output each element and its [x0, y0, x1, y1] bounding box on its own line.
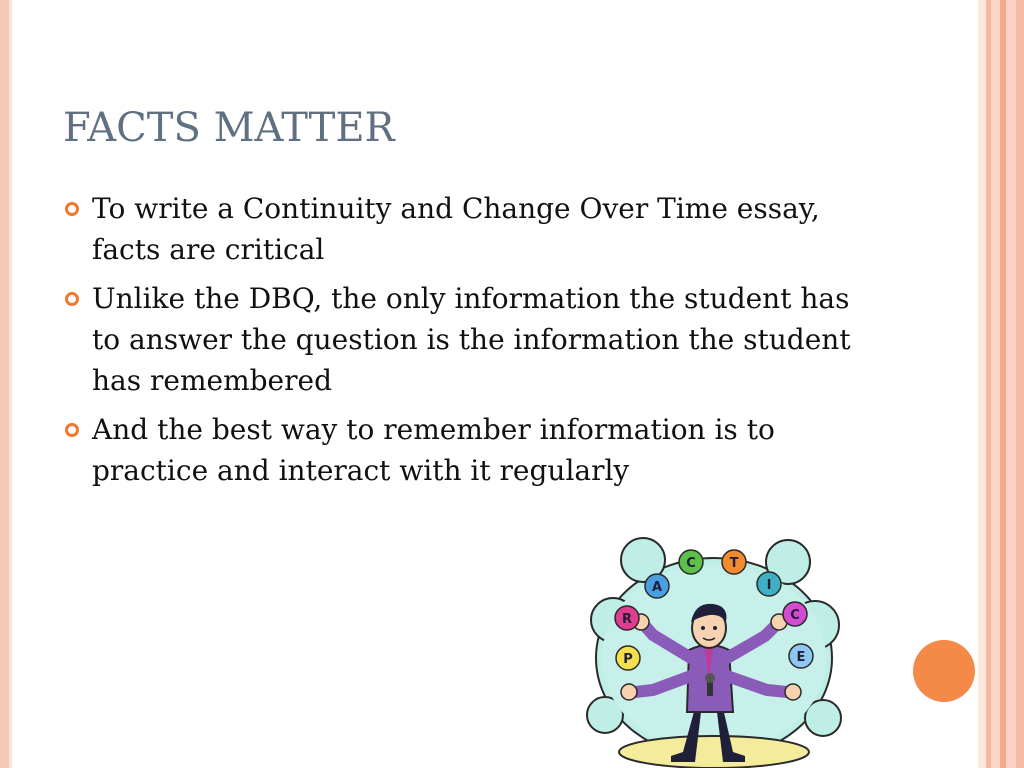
right-frame-stripe	[1006, 0, 1016, 768]
bullet-item	[60, 409, 870, 491]
right-frame-stripe	[1016, 0, 1024, 768]
bullet-text: And the best way to remember information is to practice and interact with it regularly	[92, 413, 775, 487]
left-frame-border	[0, 0, 9, 768]
ball-letter: I	[766, 578, 772, 593]
slide-title: FACTS MATTER	[63, 105, 395, 151]
right-frame-stripe	[978, 0, 986, 768]
bullet-text: To write a Continuity and Change Over Time essay, facts are critical	[92, 192, 820, 266]
decorative-orange-circle	[913, 640, 975, 702]
left-frame-stripe	[9, 0, 12, 768]
ball-letter: P	[623, 652, 633, 667]
bullet-ring-icon	[65, 292, 79, 306]
ball-letter: R	[621, 612, 633, 627]
ball-letter: C	[686, 556, 696, 571]
bullet-item	[60, 188, 870, 270]
bullet-item	[60, 278, 870, 401]
right-frame-stripe	[991, 0, 1000, 768]
bullet-list	[60, 188, 870, 499]
bullet-ring-icon	[65, 202, 79, 216]
ball-letter: C	[790, 608, 800, 623]
juggling-man-illustration	[583, 530, 845, 768]
ball-letter: A	[651, 580, 663, 595]
ball-letter: T	[729, 556, 739, 571]
ball-letter: E	[796, 650, 806, 665]
bullet-text: Unlike the DBQ, the only information the student has to answer the question is the information the student has remembered	[92, 282, 851, 397]
bullet-ring-icon	[65, 423, 79, 437]
